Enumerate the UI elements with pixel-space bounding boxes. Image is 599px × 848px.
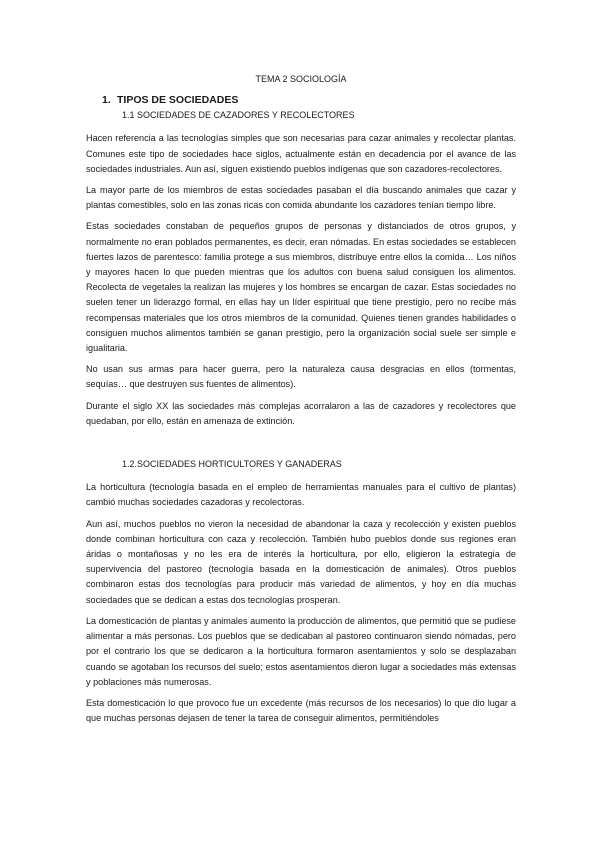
document-body <box>86 72 516 732</box>
paragraph: Durante el siglo XX las sociedades más complejas acorralaron a las de cazadores y recolectores que quedaban, por ello, están en amenaza de extinción. <box>86 400 516 426</box>
paragraph: La mayor parte de los miembros de estas sociedades pasaban el día buscando animales que cazar y plantas comestibles, solo en las zonas ricas con comida abundante los cazadores tenían tiempo libre. <box>86 185 516 211</box>
subsection-heading-1-1: 1.1 SOCIEDADES DE CAZADORES Y RECOLECTORES <box>122 110 355 121</box>
section-heading <box>102 94 516 107</box>
paragraph: Estas sociedades constaban de pequeños grupos de personas y distanciados de otros grupos, y normalmente no eran poblados permanentes, es decir, eran nómadas. En estas sociedades se establecen fuertes lazos de parentesco: familia protege a sus miembros, distribuye entre ellos la comida… Los niños y mayores hacen lo que pueden mientras que los adultos con buena salud consiguen los alimentos. Recolecta de vegetales la realizan las mujeres y los hombres se encargan de cazar. Estas sociedades no suelen tener un liderazgo formal, en ellas hay un líder espiritual que tiene prestigio, pero no recibe más recompensas materiales que los otros miembros de la comunidad. Quienes tienen grandes habilidades o consiguen muchos alimentos también se ganan prestigio, pero la organización social suele ser simple e igualitaria. <box>86 221 516 354</box>
subsection-heading-1-2: 1.2.SOCIEDADES HORTICULTORES Y GANADERAS <box>122 459 342 470</box>
section-heading-text: TIPOS DE SOCIEDADES <box>117 94 239 107</box>
paragraph: Hacen referencia a las tecnologías simples que son necesarias para cazar animales y recolectar plantas. Comunes este tipo de sociedades hace siglos, actualmente están en decadencia por el avance de las sociedades industriales. Aun así, siguen existiendo pueblos indígenas que son cazadores-recolectores. <box>86 133 516 174</box>
paragraph: Aun así, muchos pueblos no vieron la necesidad de abandonar la caza y recolección y existen pueblos donde combinan horticultura con caza y recolección. También hubo pueblos donde sus regiones eran áridas o montañosas y no les era de interés la horticultura, por ello, eligieron la estrategia de supervivencia del pastoreo (tecnología basada en la domesticación de animales). Otros pueblos combinaron estas dos tecnologías para producir más variedad de alimentos, y hoy en día muchas sociedades que se dedican a estas dos tecnologías prosperan. <box>86 518 516 605</box>
paragraph: La domesticación de plantas y animales aumento la producción de alimentos, que permitió que se pudiese alimentar a más personas. Los pueblos que se dedicaban al pastoreo continuaron siendo nómadas, pero por el contrario los que se dedicaron a la horticultura formaron asentamientos y solo se desplazaban cuando se agotaban los recursos del suelo; estos asentamientos dieron lugar a sociedades más extensas y poblaciones más numerosas. <box>86 615 516 687</box>
document-title: TEMA 2 SOCIOLOGÍA <box>255 74 347 84</box>
paragraph: Esta domesticación lo que provoco fue un excedente (más recursos de los necesarios) lo que dio lugar a que muchas personas dejasen de tener la tarea de conseguir alimentos, permitiéndoles <box>86 697 516 724</box>
paragraph: La horticultura (tecnología basada en el empleo de herramientas manuales para el cultivo de plantas) cambió muchas sociedades cazadoras y recolectoras. <box>86 482 516 508</box>
paragraph: No usan sus armas para hacer guerra, pero la naturaleza causa desgracias en ellos (tormentas, sequías… que destruyen sus fuentes de alimentos). <box>86 364 516 390</box>
section-number: 1. <box>102 94 111 107</box>
